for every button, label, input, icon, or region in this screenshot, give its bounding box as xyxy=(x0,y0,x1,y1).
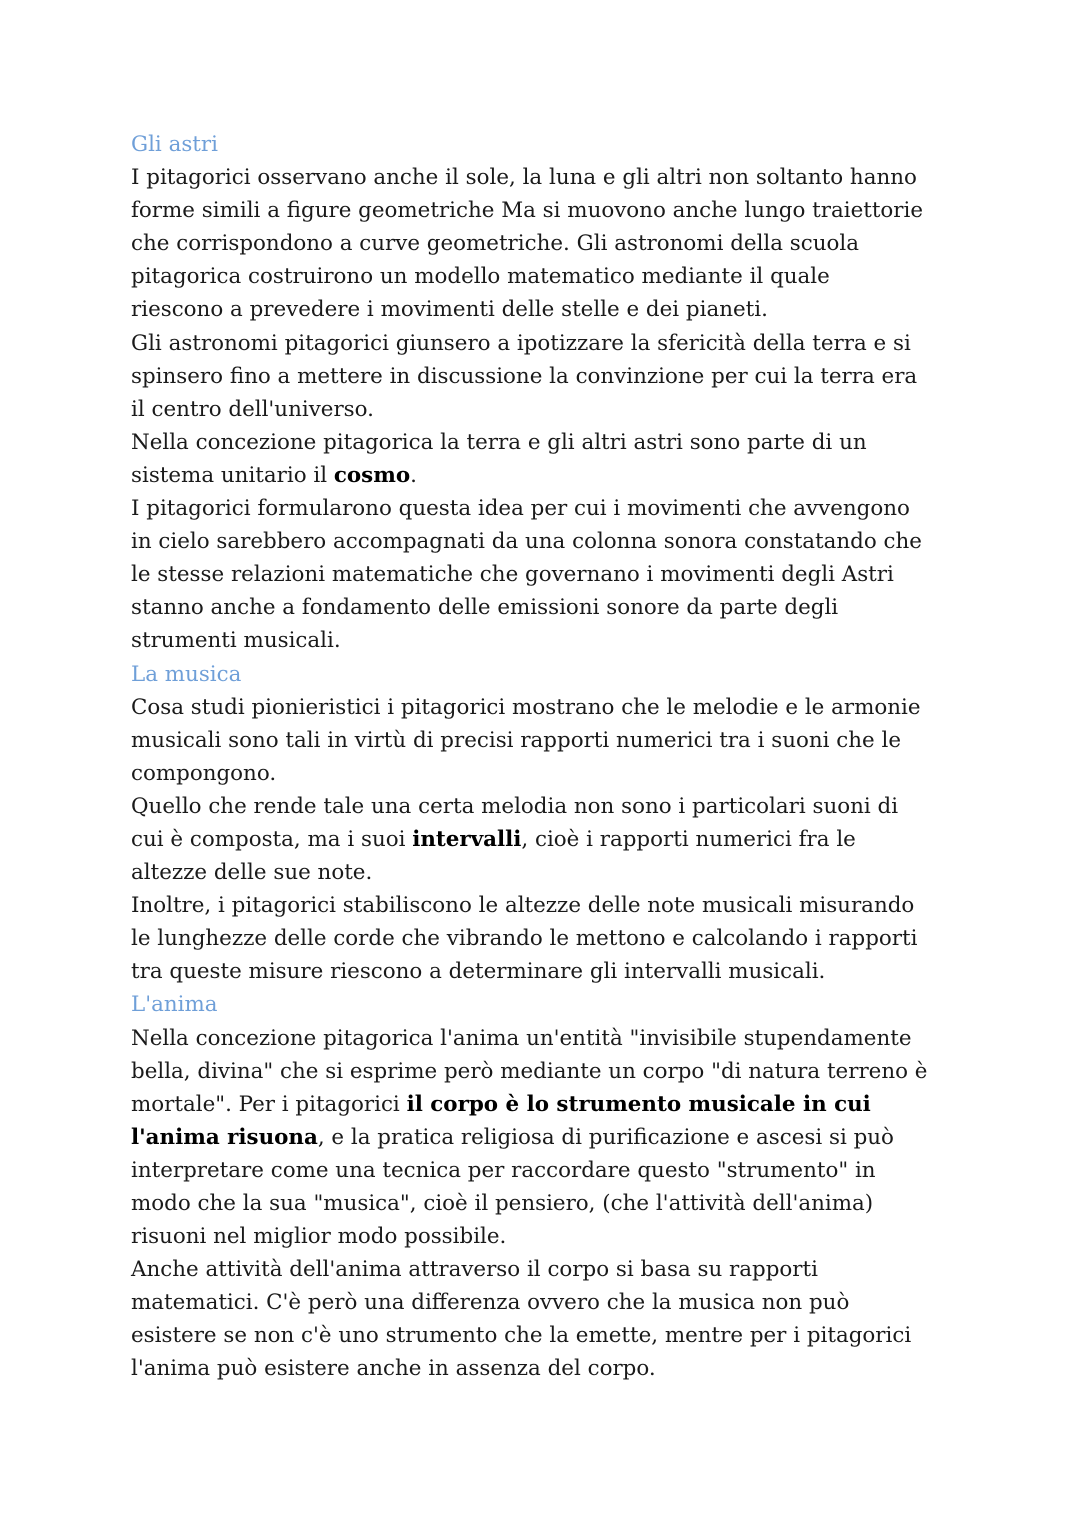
text-segment: compongono. xyxy=(131,760,277,786)
bold-text: l'anima risuona xyxy=(131,1124,318,1150)
text-line xyxy=(131,1121,1031,1154)
text-segment: I pitagorici formularono questa idea per cui i movimenti che avvengono xyxy=(131,496,910,522)
text-segment: spinsero fino a mettere in discussione la convinzione per cui la terra era xyxy=(131,363,918,389)
section-heading: Gli astri xyxy=(131,132,218,157)
text-line xyxy=(131,161,1031,194)
text-line xyxy=(131,1286,1031,1319)
text-segment: stanno anche a fondamento delle emissioni sonore da parte degli xyxy=(131,595,839,621)
text-line xyxy=(131,194,1031,227)
text-line xyxy=(131,691,1031,724)
text-segment: bella, divina" che si esprime però mediante un corpo "di natura terreno è xyxy=(131,1058,928,1084)
text-line xyxy=(131,360,1031,393)
text-segment: Nella concezione pitagorica l'anima un'entità "invisibile stupendamente xyxy=(131,1025,912,1051)
text-segment: le lunghezze delle corde che vibrando le mettono e calcolando i rapporti xyxy=(131,926,918,952)
text-line xyxy=(131,889,1031,922)
text-segment: cui è composta, ma i suoi xyxy=(131,826,413,852)
text-line xyxy=(131,823,1031,856)
text-segment: che corrispondono a curve geometriche. Gli astronomi della scuola xyxy=(131,231,860,257)
text-segment: Gli astronomi pitagorici giunsero a ipotizzare la sfericità della terra e si xyxy=(131,330,911,356)
text-line xyxy=(131,227,1031,260)
text-line xyxy=(131,459,1031,492)
text-segment: il centro dell'universo. xyxy=(131,396,374,422)
text-line xyxy=(131,1055,1031,1088)
text-segment: altezze delle sue note. xyxy=(131,860,373,886)
bold-text: cosmo xyxy=(333,462,411,488)
text-segment: Cosa studi pionieristici i pitagorici mostrano che le melodie e le armonie xyxy=(131,694,921,720)
text-line xyxy=(131,1253,1031,1286)
section-heading: L'anima xyxy=(131,992,218,1018)
section-heading: La musica xyxy=(131,661,242,687)
text-segment: . xyxy=(410,462,417,488)
text-line xyxy=(131,525,1031,558)
text-line xyxy=(131,1220,1031,1253)
text-line xyxy=(131,393,1031,426)
document-body xyxy=(131,128,1031,1386)
text-line xyxy=(131,955,1031,988)
text-line xyxy=(131,260,1031,293)
text-line xyxy=(131,1319,1031,1352)
text-segment: , cioè i rapporti numerici fra le xyxy=(521,826,856,852)
text-line xyxy=(131,558,1031,591)
text-segment: Nella concezione pitagorica la terra e gli altri astri sono parte di un xyxy=(131,429,867,455)
text-segment: Quello che rende tale una certa melodia non sono i particolari suoni di xyxy=(131,793,899,819)
text-segment: strumenti musicali. xyxy=(131,628,341,654)
bold-text: il corpo è lo strumento musicale in cui xyxy=(406,1091,871,1117)
text-segment: interpretare come una tecnica per raccordare questo "strumento" in xyxy=(131,1157,876,1183)
text-line xyxy=(131,922,1031,955)
text-segment: le stesse relazioni matematiche che governano i movimenti degli Astri xyxy=(131,562,894,588)
text-line xyxy=(131,1187,1031,1220)
text-segment: mortale". Per i pitagorici xyxy=(131,1091,407,1117)
text-segment: sistema unitario il xyxy=(131,462,334,488)
text-segment: riescono a prevedere i movimenti delle stelle e dei pianeti. xyxy=(131,297,768,323)
text-segment: musicali sono tali in virtù di precisi rapporti numerici tra i suoni che le xyxy=(131,727,901,753)
text-line xyxy=(131,1088,1031,1121)
text-segment: in cielo sarebbero accompagnati da una colonna sonora constatando che xyxy=(131,529,922,555)
text-segment: Inoltre, i pitagorici stabiliscono le altezze delle note musicali misurando xyxy=(131,893,915,919)
text-line xyxy=(131,1022,1031,1055)
bold-text: intervalli xyxy=(412,826,522,852)
text-segment: pitagorica costruirono un modello matematico mediante il quale xyxy=(131,264,830,290)
text-segment: , e la pratica religiosa di purificazione e ascesi si può xyxy=(317,1124,894,1150)
text-segment: esistere se non c'è uno strumento che la emette, mentre per i pitagorici xyxy=(131,1323,912,1349)
text-segment: matematici. C'è però una differenza ovvero che la musica non può xyxy=(131,1290,850,1316)
text-line xyxy=(131,591,1031,624)
text-line xyxy=(131,426,1031,459)
text-segment: I pitagorici osservano anche il sole, la luna e gli altri non soltanto hanno xyxy=(131,165,917,191)
text-line xyxy=(131,1154,1031,1187)
text-line xyxy=(131,492,1031,525)
text-line xyxy=(131,790,1031,823)
text-line xyxy=(131,1352,1031,1385)
text-segment: tra queste misure riescono a determinare gli intervalli musicali. xyxy=(131,959,826,985)
text-segment: risuoni nel miglior modo possibile. xyxy=(131,1224,507,1250)
text-segment: Anche attività dell'anima attraverso il corpo si basa su rapporti xyxy=(131,1257,818,1283)
text-line xyxy=(131,757,1031,790)
text-line xyxy=(131,856,1031,889)
text-line xyxy=(131,293,1031,326)
text-line xyxy=(131,327,1031,360)
text-segment: forme simili a figure geometriche Ma si muovono anche lungo traiettorie xyxy=(131,198,924,224)
text-segment: l'anima può esistere anche in assenza del corpo. xyxy=(131,1356,656,1382)
text-line xyxy=(131,624,1031,657)
text-segment: modo che la sua "musica", cioè il pensiero, (che l'attività dell'anima) xyxy=(131,1191,874,1216)
text-line xyxy=(131,724,1031,757)
